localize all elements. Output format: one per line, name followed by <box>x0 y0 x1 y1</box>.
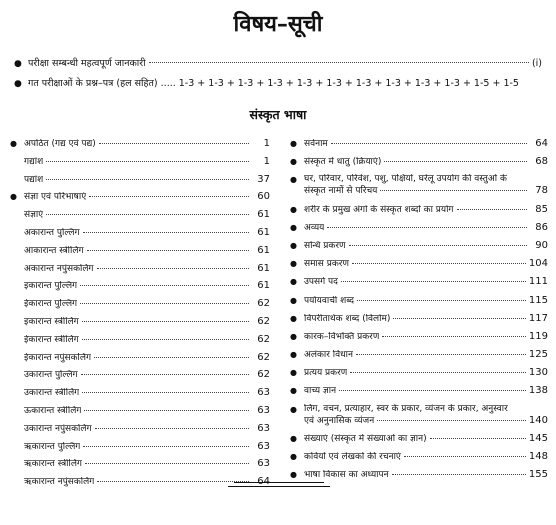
bullet-icon: ● <box>290 139 297 148</box>
toc-entry-label: सन्धि प्रकरण <box>304 240 346 251</box>
toc-entry-label: अकारान्त नपुंसकलिंग <box>24 263 94 274</box>
toc-entry-page: 117 <box>528 312 548 324</box>
toc-entry-page: 63 <box>257 440 270 452</box>
toc-entry-page: 61 <box>257 209 270 221</box>
toc-entry[interactable] <box>10 369 270 381</box>
toc-entry-label: अकारान्त पुल्लिंग <box>24 227 80 238</box>
leader-dots <box>80 284 249 286</box>
toc-entry-page: 62 <box>257 333 270 345</box>
toc-entry[interactable] <box>10 209 270 221</box>
leader-dots <box>331 142 527 144</box>
leader-dots <box>377 419 526 421</box>
toc-entry[interactable] <box>290 295 548 307</box>
toc-entry[interactable] <box>10 191 270 203</box>
bullet-icon: ● <box>290 433 297 443</box>
toc-left-column <box>10 138 270 494</box>
toc-entry-page: 62 <box>257 315 270 327</box>
toc-entry-page: 104 <box>528 258 548 270</box>
leader-dots <box>82 338 249 340</box>
toc-entry-label: वाच्य ज्ञान <box>304 386 337 397</box>
bullet-icon: ● <box>10 192 17 202</box>
toc-entry-label-line <box>304 415 548 427</box>
leader-dots <box>99 142 249 144</box>
toc-entry-page: 90 <box>535 239 548 251</box>
leader-dots <box>384 160 527 162</box>
toc-entry-label: उकारान्त स्त्रीलिंग <box>24 388 80 399</box>
leader-dots <box>95 427 249 429</box>
toc-entry-label-cont: संस्कृत नामों से परिचय <box>304 186 378 197</box>
toc-entry[interactable] <box>10 156 270 168</box>
bullet-icon: ● <box>290 386 297 396</box>
toc-entry-page: 86 <box>535 221 548 233</box>
toc-entry[interactable] <box>290 138 548 150</box>
toc-entry[interactable] <box>290 451 548 463</box>
section-title: संस्कृत भाषा <box>249 107 307 122</box>
toc-entry-label: संस्कृत में धातु (क्रियाएं) <box>304 157 382 168</box>
toc-entry-page: 145 <box>528 432 548 444</box>
toc-entry-label: कवियों एवं लेखकों की रचनाएं <box>304 452 401 462</box>
toc-entry-page: 85 <box>535 203 548 215</box>
toc-entry-label-cont: एवं अनुनासिक व्यंजन <box>304 415 375 426</box>
leader-dots <box>341 280 526 282</box>
toc-entry[interactable] <box>290 404 548 427</box>
toc-entry-page: 62 <box>257 298 270 310</box>
toc-entry-label: संज्ञाएं <box>24 210 44 221</box>
leader-dots <box>430 437 526 439</box>
toc-entry[interactable] <box>290 222 548 234</box>
toc-entry-label: कारक–विभक्ति प्रकरण <box>304 331 380 342</box>
leader-dots <box>46 160 249 162</box>
toc-entry-page: 61 <box>257 226 270 238</box>
toc-entry[interactable] <box>290 433 548 445</box>
toc-entry-page: 155 <box>528 469 548 481</box>
toc-entry[interactable] <box>290 204 548 216</box>
intro-item-page: 1-3 + 1-3 + 1-3 + 1-3 + 1-3 + 1-3 + 1-3 + 1-3 + 1-3 + 1-3 + 1-5 + 1-5 <box>178 78 519 89</box>
bullet-icon: ● <box>290 331 297 341</box>
leader-dots <box>382 335 526 337</box>
toc-entry-label: अव्यय <box>304 222 325 233</box>
toc-entry[interactable] <box>10 441 270 453</box>
toc-entry[interactable] <box>10 280 270 292</box>
toc-entry-label <box>304 404 548 427</box>
toc-entry-label: संज्ञा एवं परिभाषाएं <box>24 192 87 203</box>
bullet-icon: ● <box>290 295 297 305</box>
toc-right-column <box>290 138 548 487</box>
toc-entry[interactable] <box>290 240 548 252</box>
toc-entry-label: आकारान्त स्त्रीलिंग <box>24 245 84 256</box>
toc-entry[interactable] <box>290 469 548 481</box>
toc-entry-label: पद्यांश <box>24 174 44 185</box>
toc-entry[interactable] <box>290 258 548 270</box>
bullet-icon: ● <box>290 368 297 378</box>
toc-entry[interactable] <box>10 298 270 310</box>
toc-entry[interactable] <box>290 331 548 343</box>
toc-entry[interactable] <box>10 352 270 364</box>
toc-entry-label: अपठित (गद्य एवं पद्य) <box>24 139 96 149</box>
intro-item[interactable] <box>14 76 542 96</box>
leader-dots <box>80 302 249 304</box>
toc-entry[interactable] <box>290 385 548 397</box>
toc-entry-page: 64 <box>535 138 548 149</box>
page-title: विषय–सूची <box>233 11 323 37</box>
toc-entry-label: पर्यायवाची शब्द <box>304 295 355 306</box>
toc-entry-page: 1 <box>263 138 270 149</box>
toc-entry-page: 63 <box>257 404 270 416</box>
toc-entry[interactable] <box>290 313 548 325</box>
bullet-icon: ● <box>290 470 297 480</box>
toc-entry-label-line: लिंग, वचन, प्रत्याहार, स्वर के प्रकार, व्यंजन के प्रकार, अनुस्वार <box>304 403 508 414</box>
toc-entry-label: शरीर के प्रमुख अंगों के संस्कृत शब्दों का प्रयोग <box>304 204 454 215</box>
toc-entry-page: 130 <box>528 367 548 379</box>
toc-entry-page: 62 <box>257 351 270 363</box>
leader-dots <box>97 480 249 482</box>
toc-entry-page: 148 <box>528 451 548 462</box>
toc-entry-label: ईकारान्त स्त्रीलिंग <box>24 334 79 345</box>
toc-entry-page: 68 <box>535 156 548 168</box>
bullet-icon: ● <box>290 240 297 250</box>
leader-dots <box>97 267 250 269</box>
toc-entry-label: समास प्रकरण <box>304 259 349 270</box>
toc-entry-label: प्रत्यय प्रकरण <box>304 368 348 379</box>
toc-entry-page: 119 <box>528 330 548 342</box>
bullet-icon: ● <box>290 204 297 214</box>
leader-dots <box>392 473 526 475</box>
toc-entry-label: ईकारान्त नपुंसकलिंग <box>24 352 92 363</box>
toc-entry-page: 60 <box>257 191 270 203</box>
toc-entry[interactable] <box>10 387 270 399</box>
leader-dots <box>349 244 527 246</box>
toc-entry-page: 62 <box>257 369 270 381</box>
toc-entry-label-line <box>304 185 548 197</box>
bullet-icon: ● <box>14 79 22 89</box>
leader-dots <box>339 389 526 391</box>
bullet-icon: ● <box>14 59 22 69</box>
leader-dots <box>81 373 249 375</box>
toc-entry-page: 1 <box>263 155 270 167</box>
toc-entry[interactable] <box>290 174 548 197</box>
toc-entry[interactable] <box>290 276 548 288</box>
divider <box>228 486 330 487</box>
toc-entry-label: इकारान्त स्त्रीलिंग <box>24 316 79 327</box>
toc-entry-label: गद्यांश <box>24 156 44 167</box>
bullet-icon: ● <box>290 222 297 232</box>
leader-dots <box>89 195 249 197</box>
bullet-icon: ● <box>290 157 297 167</box>
toc-entry-page: 115 <box>528 294 548 306</box>
toc-entry-page: 138 <box>528 385 548 397</box>
intro-item-label: परीक्षा सम्बन्धी महत्वपूर्ण जानकारी <box>28 58 146 69</box>
intro-item[interactable] <box>14 56 542 76</box>
toc-entry[interactable] <box>10 458 270 470</box>
intro-item-page: (i) <box>531 58 542 69</box>
toc-entry-page: 78 <box>535 185 548 197</box>
leader-dots <box>46 213 249 215</box>
toc-entry[interactable] <box>10 245 270 257</box>
toc-entry-label: ऋकारान्त स्त्रीलिंग <box>24 459 82 470</box>
toc-entry[interactable] <box>10 174 270 186</box>
toc-entry[interactable] <box>290 367 548 379</box>
toc-entry-label: ईकारान्त पुल्लिंग <box>24 299 78 310</box>
leader-dots <box>46 178 249 180</box>
toc-entry-label: ऋकारान्त नपुंसकलिंग <box>24 477 95 488</box>
toc-entry-label <box>304 174 548 197</box>
toc-entry-label: विपरीतार्थक शब्द (विलोम) <box>304 313 391 324</box>
toc-entry-label: अलंकार विधान <box>304 350 353 361</box>
toc-entry[interactable] <box>10 405 270 417</box>
toc-entry-label: सर्वनाम <box>304 139 328 149</box>
toc-entry[interactable] <box>10 334 270 346</box>
toc-entry-page: 63 <box>257 458 270 470</box>
bullet-icon: ● <box>290 313 297 323</box>
bullet-icon: ● <box>290 277 297 287</box>
leader-dots <box>327 226 527 228</box>
toc-entry[interactable] <box>10 423 270 435</box>
toc-entry-page: 64 <box>257 476 270 488</box>
toc-entry[interactable] <box>290 349 548 361</box>
toc-entry-page: 63 <box>257 387 270 399</box>
leader-dots <box>82 320 249 322</box>
toc-entry-label: ऊकारान्त स्त्रीलिंग <box>24 405 82 416</box>
toc-entry[interactable] <box>10 227 270 239</box>
leader-dots <box>94 356 249 358</box>
leader-dots <box>380 189 527 191</box>
toc-entry-label: उकारान्त नपुंसकलिंग <box>24 423 92 434</box>
leader-dots <box>356 353 526 355</box>
toc-entry-page: 61 <box>257 262 270 274</box>
toc-entry-page: 61 <box>257 280 270 292</box>
bullet-icon: ● <box>290 175 297 185</box>
leader-dots <box>393 317 526 319</box>
leader-dots <box>87 249 249 251</box>
toc-entry-page: 61 <box>257 244 270 256</box>
toc-entry-page: 111 <box>528 276 548 288</box>
toc-entry-label: ऋकारान्त पुल्लिंग <box>24 441 81 452</box>
toc-entry[interactable] <box>290 156 548 168</box>
toc-entry[interactable] <box>10 138 270 150</box>
toc-entry-label: संख्याएं (संस्कृत में संख्याओं का ज्ञान) <box>304 433 427 444</box>
bullet-icon: ● <box>290 350 297 360</box>
leader-dots <box>85 462 249 464</box>
leader-dots <box>82 391 249 393</box>
toc-entry-page: 37 <box>257 173 270 185</box>
intro-item-label: गत परीक्षाओं के प्रश्न–पत्र (हल सहित) ..... <box>28 78 176 89</box>
toc-entry-label: उपसर्ग पद <box>304 277 338 288</box>
bullet-icon: ● <box>290 259 297 269</box>
leader-dots <box>352 262 526 264</box>
leader-dots <box>350 371 526 373</box>
leader-dots <box>404 455 526 457</box>
toc-entry[interactable] <box>10 316 270 328</box>
toc-entry-label: भाषा विकास का अध्यापन <box>304 470 389 481</box>
leader-dots <box>357 299 526 301</box>
leader-dots <box>457 208 528 210</box>
toc-entry-label: उकारान्त पुल्लिंग <box>24 370 78 381</box>
intro-list <box>14 56 542 96</box>
bullet-icon: ● <box>290 404 297 414</box>
bullet-icon: ● <box>290 452 297 461</box>
toc-entry-page: 125 <box>528 349 548 361</box>
toc-entry[interactable] <box>10 263 270 275</box>
leader-dots <box>83 445 249 447</box>
leader-dots <box>83 231 249 233</box>
bullet-icon: ● <box>10 139 17 148</box>
toc-entry-page: 140 <box>528 414 548 426</box>
toc-entry-label-line: घर, परिवार, परिवेश, पशु, पक्षियों, घरेलू उपयोग की वस्तुओं के <box>304 174 507 185</box>
toc-entry-label: इकारान्त पुल्लिंग <box>24 281 78 292</box>
toc-entry-page: 63 <box>257 422 270 434</box>
divider <box>234 482 324 483</box>
leader-dots <box>149 61 529 63</box>
leader-dots <box>84 409 249 411</box>
